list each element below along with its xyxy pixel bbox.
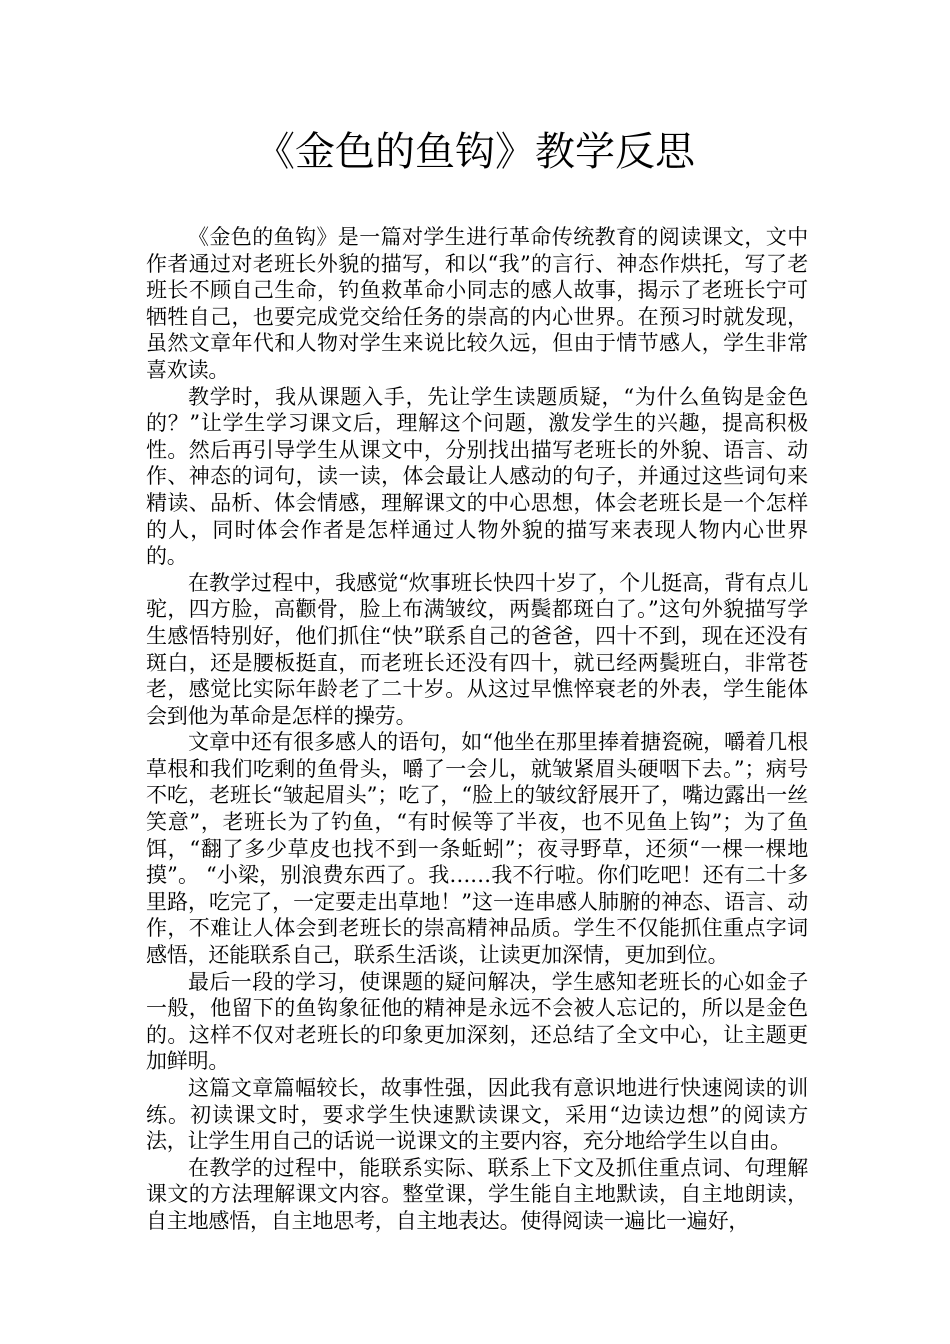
document-body [146, 224, 808, 1235]
paragraph-2: 教学时，我从课题入手，先让学生读题质疑，“为什么鱼钩是金色的？”让学生学习课文后，理解这个问题，激发学生的兴趣，提高积极性。然后再引导学生从课文中，分别找出描写老班长的外貌、语言、动作、神态的词句，读一读，体会最让人感动的句子，并通过这些词句来精读、品析、体会情感，理解课文的中心思想，体会老班长是一个怎样的人，同时体会作者是怎样通过人物外貌的描写来表现人物内心世界的。 [146, 384, 808, 569]
paragraph-3: 在教学过程中，我感觉“炊事班长快四十岁了，个儿挺高，背有点儿驼，四方脸，高颧骨，脸上布满皱纹，两鬓都斑白了。”这句外貌描写学生感悟特别好，他们抓住“快”联系自己的爸爸，四十不到，现在还没有斑白，还是腰板挺直，而老班长还没有四十，就已经两鬓班白，非常苍老，感觉比实际年龄老了二十岁。从这过早憔悴衰老的外表，学生能体会到他为革命是怎样的操劳。 [146, 570, 808, 728]
paragraph-7: 在教学的过程中，能联系实际、联系上下文及抓住重点词、句理解课文的方法理解课文内容。整堂课，学生能自主地默读，自主地朗读，自主地感悟，自主地思考，自主地表达。使得阅读一遍比一遍好， [146, 1155, 808, 1233]
paragraph-6: 这篇文章篇幅较长，故事性强，因此我有意识地进行快速阅读的训练。初读课文时，要求学生快速默读课文，采用“边读边想”的阅读方法，让学生用自己的话说一说课文的主要内容，充分地给学生以自由。 [146, 1076, 808, 1154]
paragraph-4: 文章中还有很多感人的语句，如“他坐在那里捧着搪瓷碗，嚼着几根草根和我们吃剩的鱼骨头，嚼了一会儿，就皱紧眉头硬咽下去。”；病号不吃，老班长“皱起眉头”；吃了，“脸上的皱纹舒展开了，嘴边露出一丝笑意”，老班长为了钓鱼，“有时候等了半夜，也不见鱼上钩”；为了鱼饵，“翻了多少草皮也找不到一条蚯蚓”；夜寻野草，还须“一棵一棵地摸”。 “小梁，别浪费东西了。我……我不行啦。你们吃吧！还有二十多里路，吃完了，一定要走出草地！”这一连串感人肺腑的神态、语言、动作，不难让人体会到老班长的崇高精神品质。学生不仅能抓住重点字词感悟，还能联系自己，联系生活谈，让读更加深情，更加到位。 [146, 730, 808, 968]
page-title: 《金色的鱼钩》教学反思 [255, 129, 695, 175]
paragraph-5: 最后一段的学习，使课题的疑问解决，学生感知老班长的心如金子一般，他留下的鱼钩象征他的精神是永远不会被人忘记的，所以是金色的。这样不仅对老班长的印象更加深刻，还总结了全文中心，让主题更加鲜明。 [146, 969, 808, 1074]
paragraph-1: 《金色的鱼钩》是一篇对学生进行革命传统教育的阅读课文，文中作者通过对老班长外貌的描写，和以“我”的言行、神态作烘托，写了老班长不顾自己生命，钓鱼救革命小同志的感人故事，揭示了老班长宁可牺牲自己，也要完成党交给任务的崇高的内心世界。在预习时就发现，虽然文章年代和人物对学生来说比较久远，但由于情节感人，学生非常喜欢读。 [146, 225, 808, 382]
